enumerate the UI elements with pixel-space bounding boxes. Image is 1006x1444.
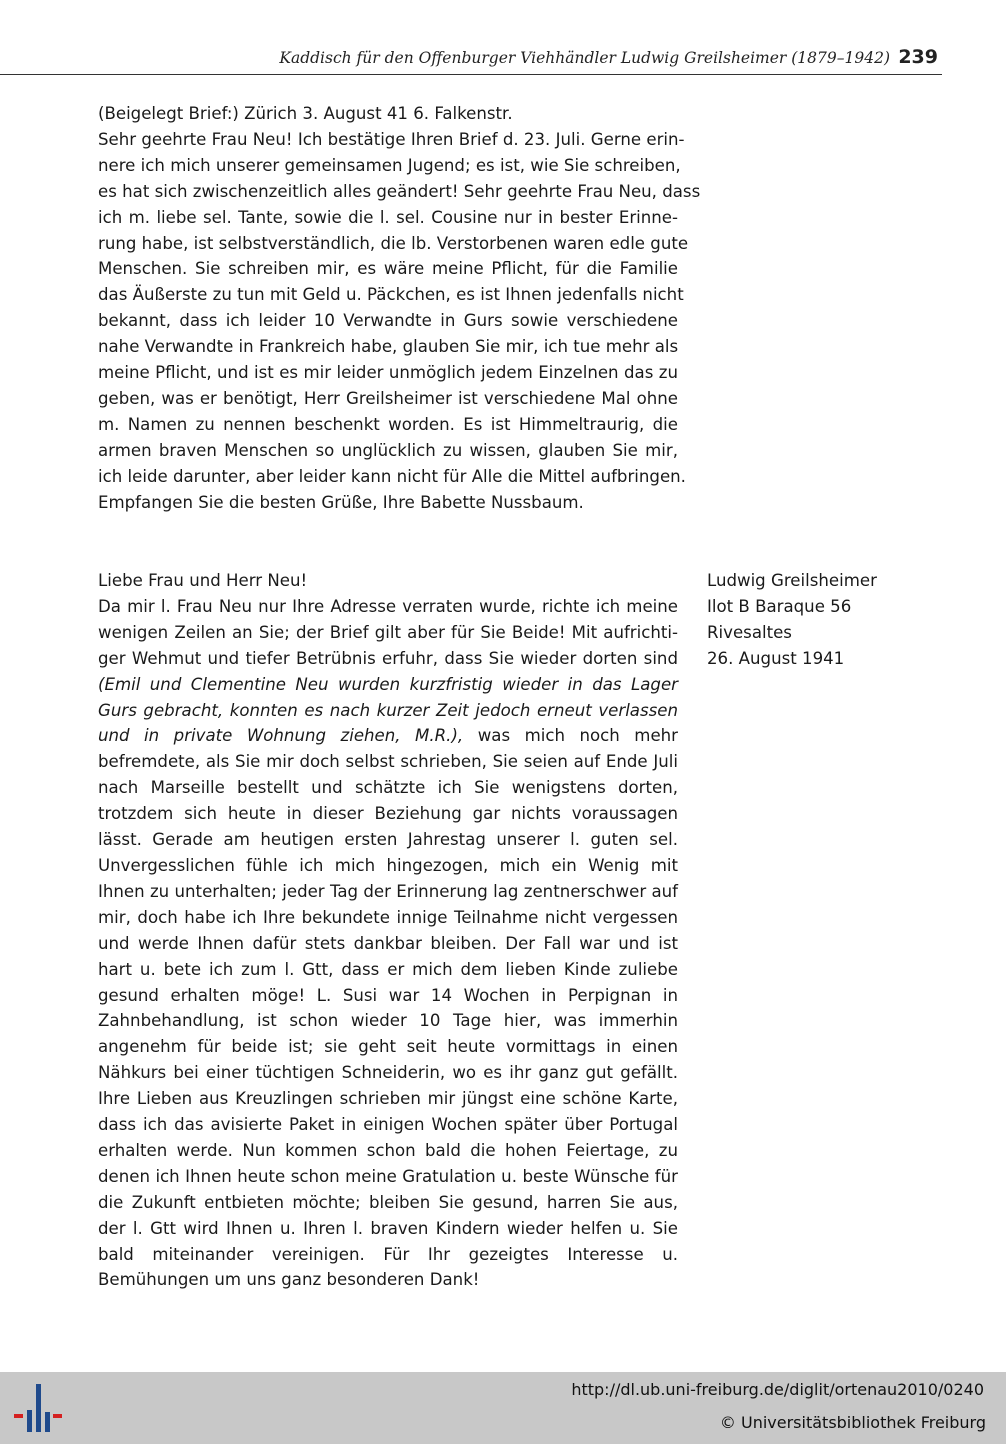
copyright-notice: © Universitätsbibliothek Freiburg — [719, 1413, 986, 1432]
letter-line: ich leide darunter, aber leider kann nicht für Alle die Mittel aufbringen. — [98, 466, 686, 486]
sender-address: Ilot B Baraque 56 — [707, 596, 852, 616]
letter-line: bekannt, dass ich leider 10 Verwandte in Gurs sowie verschiedene — [98, 311, 678, 331]
library-footer — [0, 1372, 1006, 1444]
sender-name: Ludwig Greilsheimer — [707, 571, 877, 590]
running-header — [0, 44, 942, 75]
letter-line: es hat sich zwischenzeitlich alles geändert! Sehr geehrte Frau Neu, dass — [98, 181, 701, 201]
letter-greilsheimer — [98, 568, 678, 1293]
page-number: 239 — [898, 46, 938, 68]
letter-line: nere ich mich unserer gemeinsamen Jugend; es ist, wie Sie schreiben, — [98, 155, 681, 175]
letter-line: Sehr geehrte Frau Neu! Ich bestätige Ihren Brief d. 23. Juli. Gerne erin- — [98, 129, 685, 149]
letter-line: meine Pflicht, und ist es mir leider unmöglich jedem Einzelnen das zu — [98, 363, 678, 383]
source-url-link[interactable]: http://dl.ub.uni-freiburg.de/diglit/ortenau2010/0240 — [571, 1380, 984, 1399]
letter-line: m. Namen zu nennen beschenkt worden. Es ist Himmeltraurig, die — [98, 414, 678, 434]
ub-freiburg-logo-icon — [12, 1382, 64, 1434]
letter-line: rung habe, ist selbstverständlich, die lb. Verstorbenen waren edle gute — [98, 233, 689, 253]
letter-intro: Da mir l. Frau Neu nur Ihre Adresse verraten wurde, richte ich meine wenigen Zeilen an Sie; der Brief gilt aber für Sie Beide! Mit aufrichtiger Wehmut und tiefer Betrübnis erfuhr, dass Sie wieder dorten sind — [98, 596, 678, 668]
letter-line: Empfangen Sie die besten Grüße, Ihre Babette Nussbaum. — [98, 492, 584, 512]
editorial-note: (Emil und Clementine Neu wurden kurzfristig wieder in das Lager Gurs gebracht, konnten es nach kurzer Zeit jedoch erneut verlassen und in private Wohnung ziehen, M.R.), — [98, 674, 678, 746]
letter-line: armen braven Menschen so unglücklich zu wissen, glauben Sie mir, — [98, 440, 678, 460]
letter-nussbaum-lines — [98, 101, 701, 516]
letter-line: Menschen. Sie schreiben mir, es wäre meine Pflicht, für die Familie — [98, 259, 678, 279]
sender-place: Rivesaltes — [707, 622, 792, 642]
letter-line: (Beigelegt Brief:) Zürich 3. August 41 6. Falkenstr. — [98, 104, 513, 123]
running-title: Kaddisch für den Offenburger Viehhändler Ludwig Greilsheimer (1879–1942) — [279, 49, 890, 67]
letter-nussbaum — [98, 101, 701, 516]
letter-line: nahe Verwandte in Frankreich habe, glauben Sie mir, ich tue mehr als — [98, 337, 679, 357]
sender-block — [707, 568, 977, 672]
letter-body — [98, 594, 678, 1293]
letter-line: das Äußerste zu tun mit Geld u. Päckchen, es ist Ihnen jedenfalls nicht — [98, 285, 684, 305]
sender-date: 26. August 1941 — [707, 648, 845, 668]
letter-salutation: Liebe Frau und Herr Neu! — [98, 571, 308, 590]
letter-line: geben, was er benötigt, Herr Greilsheimer ist verschiedene Mal ohne — [98, 388, 678, 408]
letter-line: ich m. liebe sel. Tante, sowie die l. sel. Cousine nur in bester Erinne- — [98, 207, 678, 227]
letter-body-text: was mich noch mehr befremdete, als Sie mir doch selbst schrieben, Sie seien auf Ende Juli nach Marseille bestellt und schätzte ich Sie wenigstens dorten, trotzdem sich heute in dieser Beziehung gar nichts voraussagen lässt. Gerade am heutigen ersten Jahrestag unserer l. guten sel. Unvergesslichen fühle ich mich hingezogen, mich ein Wenig mit Ihnen zu unterhalten; jeder Tag der Erinnerung lag zentnerschwer auf mir, doch habe ich Ihre bekundete innige Teilnahme nicht vergessen und werde Ihnen dafür stets dankbar bleiben. Der Fall war und ist hart u. bete ich zum l. Gtt, dass er mich dem lieben Kinde zuliebe gesund erhalten möge! L. Susi war 14 Wochen in Perpignan in Zahnbehandlung, ist schon wieder 10 Tage hier, was immerhin angenehm für beide ist; sie geht seit heute vormittags in einen Nähkurs bei einer tüchtigen Schneiderin, wo es ihr ganz gut gefällt. Ihre Lieben aus Kreuzlingen schrieben mir jüngst eine schöne Karte, dass ich das avisierte Paket in einigen Wochen später über Portugal erhalten werde. Nun kommen schon bald die hohen Feiertage, zu denen ich Ihnen heute schon meine Gratulation u. beste Wünsche für die Zukunft entbieten möchte; bleiben Sie gesund, harren Sie aus, der l. Gtt wird Ihnen u. Ihren l. braven Kindern wieder helfen u. Sie bald miteinander vereinigen. Für Ihr gezeigtes Interesse u. Bemühungen um uns ganz besonderen Dank! — [98, 726, 679, 1290]
